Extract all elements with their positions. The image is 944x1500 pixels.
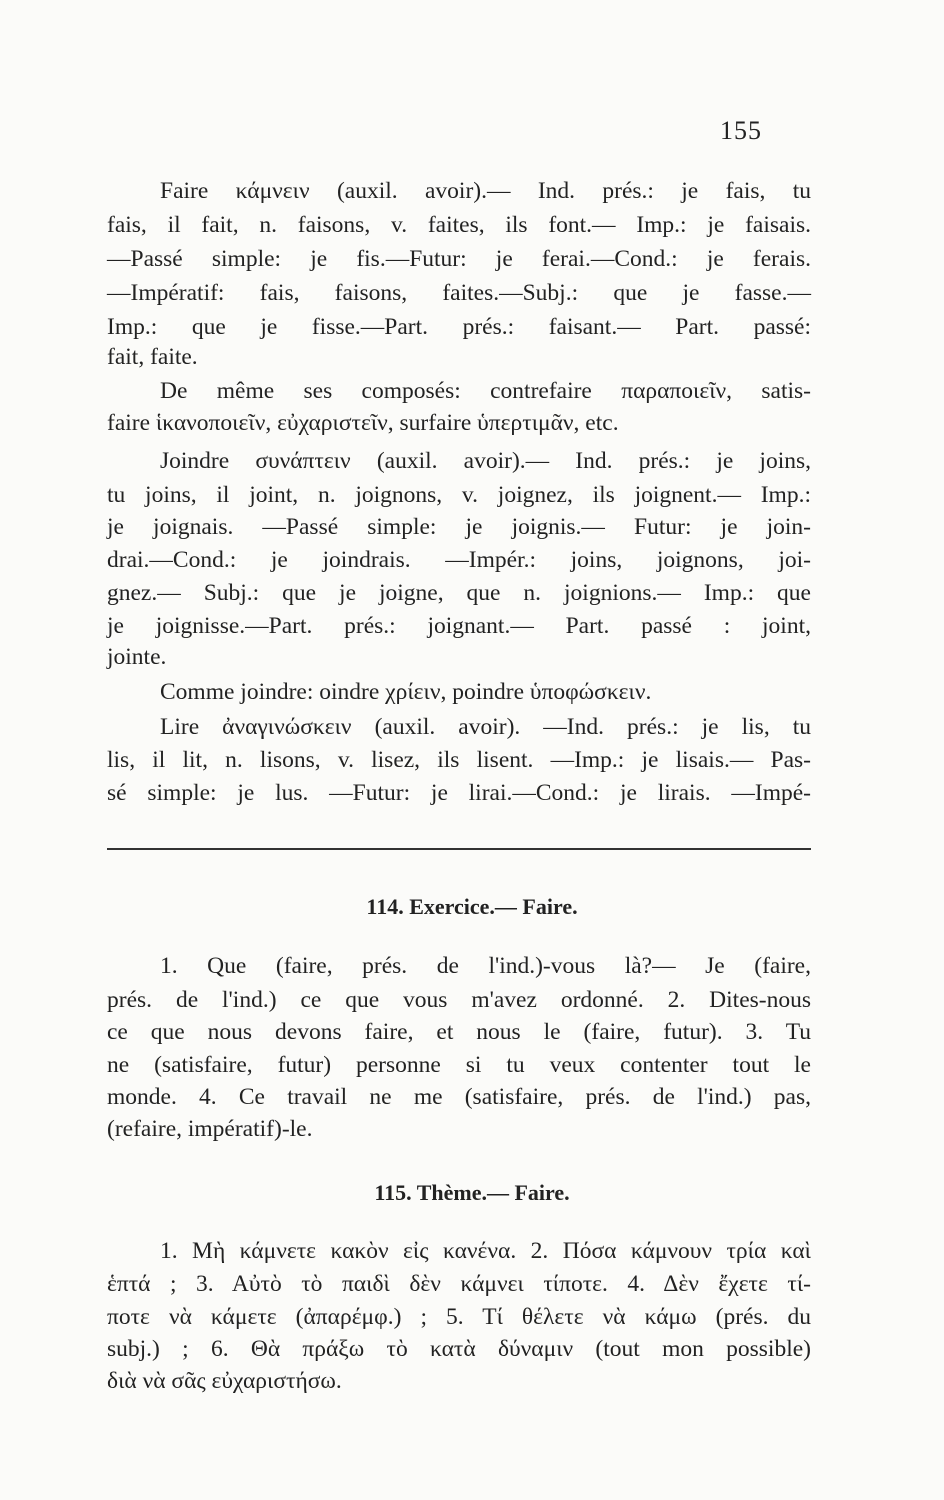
exercise-line: monde. 4. Ce travail ne me (satisfaire, prés. de l'ind.) pas, [107,1084,811,1110]
text-line: drai.—Cond.: je joindrais. —Impér.: joins, joignons, joi- [107,547,811,573]
text-line: Joindre συνάπτειν (auxil. avoir).— Ind. prés.: je joins, [160,448,811,474]
text-line: Lire ἀναγινώσκειν (auxil. avoir). —Ind. prés.: je lis, tu [160,714,811,740]
text-line: Faire κάμνειν (auxil. avoir).— Ind. prés.: je fais, tu [160,178,811,204]
text-line: De même ses composés: contrefaire παραποιεῖν, satis- [160,378,811,404]
exercise-line: ce que nous devons faire, et nous le (faire, futur). 3. Tu [107,1019,811,1045]
exercise-line: prés. de l'ind.) ce que vous m'avez ordonné. 2. Dites-nous [107,987,811,1013]
theme-line: subj.) ; 6. Θὰ πράξω τὸ κατὰ δύναμιν (tout mon possible) [107,1336,811,1362]
theme-line: 1. Μὴ κάμνετε κακὸν εἰς κανένα. 2. Πόσα κάμνουν τρία καὶ [160,1238,811,1264]
exercise-line: (refaire, impératif)-le. [107,1116,313,1142]
exercise-line: 1. Que (faire, prés. de l'ind.)-vous là?— Je (faire, [160,953,811,979]
text-line: Imp.: que je fisse.—Part. prés.: faisant.— Part. passé: [107,314,811,340]
text-line: tu joins, il joint, n. joignons, v. joignez, ils joignent.— Imp.: [107,482,811,508]
page-number: 155 [720,116,762,145]
section-divider [107,848,811,850]
text-line: gnez.— Subj.: que je joigne, que n. joignions.— Imp.: que [107,580,811,606]
theme-heading: 115. Thème.— Faire. [374,1180,570,1205]
text-line: je joignisse.—Part. prés.: joignant.— Part. passé : joint, [107,613,811,639]
theme-line: διὰ νὰ σᾶς εὐχαριστήσω. [107,1368,342,1394]
text-line: —Passé simple: je fis.—Futur: je ferai.—Cond.: je ferais. [107,246,811,272]
text-line: faire ἱκανοποιεῖν, εὐχαριστεῖν, surfaire ὑπερτιμᾶν, etc. [107,410,619,436]
text-line: sé simple: je lus. —Futur: je lirai.—Cond.: je lirais. —Impé- [107,780,811,806]
text-line: Comme joindre: oindre χρίειν, poindre ὑποφώσκειν. [160,679,652,705]
text-line: fais, il fait, n. faisons, v. faites, ils font.— Imp.: je faisais. [107,212,811,238]
text-line: fait, faite. [107,344,198,370]
text-line: lis, il lit, n. lisons, v. lisez, ils lisent. —Imp.: je lisais.— Pas- [107,747,811,773]
theme-line: ποτε νὰ κάμετε (ἀπαρέμφ.) ; 5. Τί θέλετε νὰ κάμω (prés. du [107,1304,811,1330]
text-line: jointe. [107,644,167,670]
text-line: je joignais. —Passé simple: je joignis.— Futur: je join- [107,514,811,540]
exercise-heading: 114. Exercice.— Faire. [366,894,578,919]
theme-line: ἑπτά ; 3. Αὐτὸ τὸ παιδὶ δὲν κάμνει τίποτε. 4. Δὲν ἔχετε τί- [107,1271,811,1297]
text-line: —Impératif: fais, faisons, faites.—Subj.: que je fasse.— [107,280,811,306]
exercise-line: ne (satisfaire, futur) personne si tu veux contenter tout le [107,1052,811,1078]
